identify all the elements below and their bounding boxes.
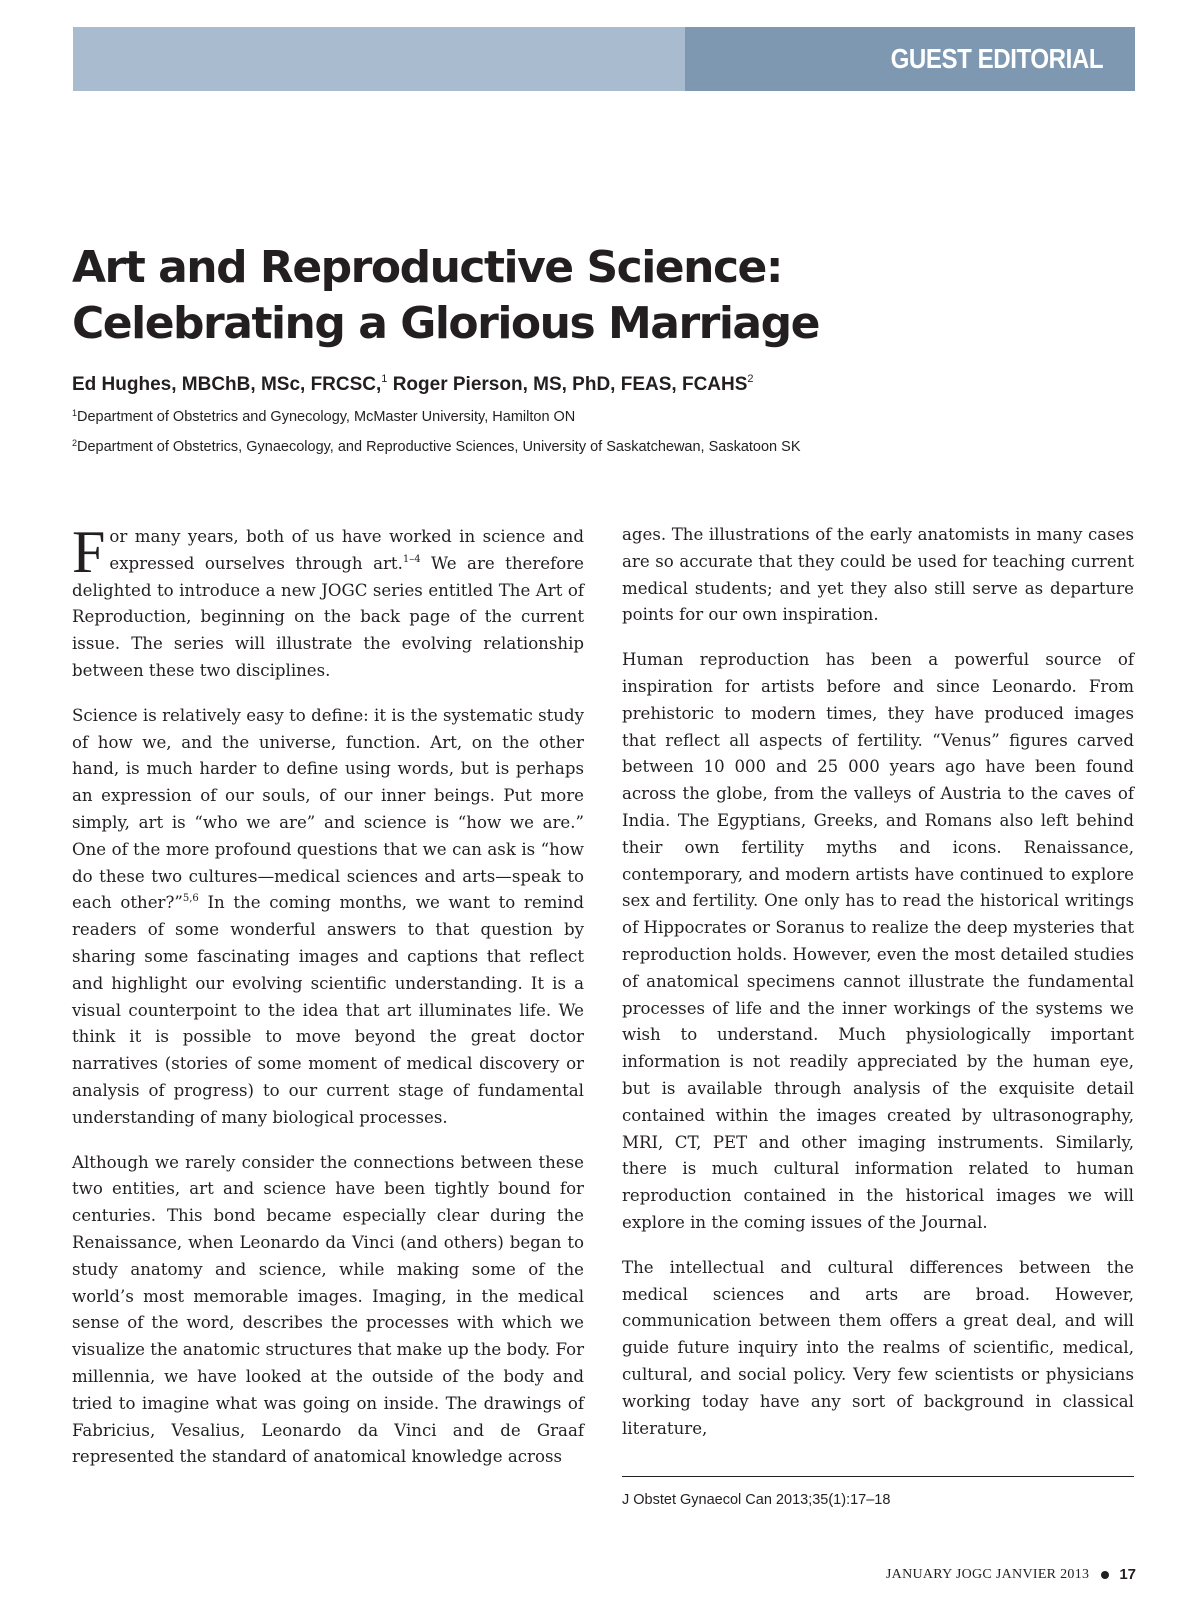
article-title (72, 240, 1072, 352)
author-1: Ed Hughes, MBChB, MSc, FRCSC, (72, 374, 382, 395)
affiliation-1 (72, 409, 1132, 425)
footnote-divider (622, 1476, 1134, 1477)
affiliation-1-mark: 1 (72, 408, 78, 418)
page-folio (886, 1566, 1136, 1583)
body-column-left (72, 519, 585, 1489)
affiliation-2-text: Department of Obstetrics, Gynaecology, and Reproductive Sciences, University of Saskatchewan, Saskatoon SK (77, 439, 801, 455)
body-paragraph-1-text-b: We are therefore delighted to introduce a new JOGC series entitled The Art of Reproduction, beginning on the back page of the current issue. The series will illustrate the evolving relationship between these two disciplines. (72, 553, 584, 680)
affiliation-2 (72, 439, 1132, 455)
journal-citation: J Obstet Gynaecol Can 2013;35(1):17–18 (622, 1492, 891, 1508)
author-2-affiliation-mark: 2 (747, 373, 754, 385)
article-title-line-1: Art and Reproductive Science: (72, 242, 782, 293)
body-paragraph-1 (72, 519, 584, 685)
author-1-affiliation-mark: 1 (381, 373, 388, 385)
body-paragraph-2-text-a: Science is relatively easy to define: it is the systematic study of how we, and the universe, function. Art, on the other hand, is much harder to define using words, but is perhaps an expression of our souls, of our inner beings. Put more simply, art is “who we are” and science is “how we are.” One of the more profound questions that we can ask is “how do these two cultures—medical sciences and arts—speak to each other?” (72, 705, 584, 913)
section-banner-label-area (685, 27, 1135, 91)
page-number: 17 (1119, 1566, 1136, 1583)
body-paragraph-5: The intellectual and cultural differences between the medical sciences and arts are broad. However, communication between them offers a great deal, and will guide future inquiry into the realms of scientific, medical, cultural, and social policy. Very few scientists or physicians working today have any sort of background in classical literature, (622, 1257, 1134, 1438)
reference-mark: 1–4 (402, 553, 421, 565)
article-title-line-2: Celebrating a Glorious Marriage (72, 298, 819, 349)
section-banner (73, 27, 1135, 91)
section-label: GUEST EDITORIAL (890, 43, 1103, 74)
folio-issue: JANUARY JOGC JANVIER 2013 (885, 1566, 1090, 1582)
body-paragraph-1-text-a: or many years, both of us have worked in science and expressed ourselves through art. (109, 527, 584, 573)
author-2: Roger Pierson, MS, PhD, FEAS, FCAHS (387, 374, 748, 395)
affiliation-2-mark: 2 (72, 438, 78, 448)
body-paragraph-3: Although we rarely consider the connections between these two entities, art and science have been tightly bound for centuries. This bond became especially clear during the Renaissance, when Leonardo da Vinci (and others) began to study anatomy and science, while making some of the world’s most memorable images. Imaging, in the medical sense of the word, describes the processes with which we visualize the anatomic structures that make up the body. For millennia, we have looked at the outside of the body and tried to imagine what was going on inside. The drawings of Fabricius, Vesalius, Leonardo da Vinci and de Graaf represented the standard of anatomical knowledge across (72, 1152, 584, 1467)
bullet-icon (1101, 1571, 1109, 1579)
drop-cap: F (72, 519, 106, 585)
body-paragraph-2-text-b: In the coming months, we want to remind readers of some wonderful answers to that question by sharing some fascinating images and captions that reflect and highlight our evolving scientific understanding. It is a visual counterpoint to the idea that art illuminates life. We think it is possible to move beyond the great doctor narratives (stories of some moment of medical discovery or analysis of progress) to our current stage of fundamental understanding of many biological processes. (72, 893, 585, 1127)
body-paragraph-4: Human reproduction has been a powerful source of inspiration for artists before and since Leonardo. From prehistoric to modern times, they have produced images that reflect all aspects of fertility. “Venus” figures carved between 10 000 and 25 000 years ago have been found across the globe, from the valleys of Austria to the caves of India. The Egyptians, Greeks, and Romans also left behind their own fertility myths and icons. Renaissance, contemporary, and modern artists have continued to explore sex and fertility. One only has to read the historical writings of Hippocrates or Soranus to realize the deep mysteries that reproduction holds. However, even the most detailed studies of anatomical specimens cannot illustrate the fundamental processes of life and the inner workings of the systems we wish to understand. Much physiologically important information is not readily appreciated by the human eye, but is available through analysis of the exquisite detail contained within the images created by ultrasonography, MRI, CT, PET and other imaging instruments. Similarly, there is much cultural information related to human reproduction contained in the historical images we will explore in the coming issues of the Journal. (622, 650, 1134, 1232)
reference-mark: 5,6 (182, 893, 199, 905)
author-line (72, 374, 1132, 396)
body-column-right (622, 522, 1134, 1460)
affiliation-1-text: Department of Obstetrics and Gynecology, McMaster University, Hamilton ON (77, 409, 576, 425)
body-paragraph-3-continued: ages. The illustrations of the early anatomists in many cases are so accurate that they could be used for teaching current medical students; and yet they also still serve as departure points for our own inspiration. (622, 525, 1134, 625)
body-paragraph-2 (72, 703, 584, 1132)
